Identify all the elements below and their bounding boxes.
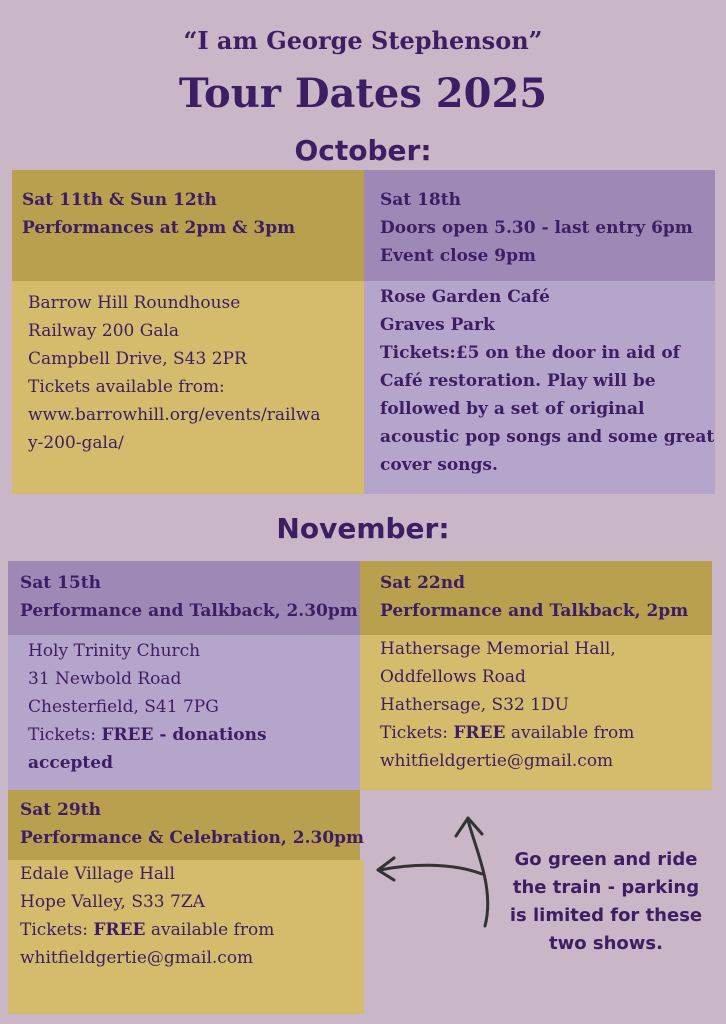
nov-event2-header (360, 561, 712, 635)
note-line-4: two shows. (549, 933, 663, 954)
nov-event2-date: Sat 22nd (380, 573, 465, 593)
nov-event2-road: Oddfellows Road (380, 667, 526, 687)
nov-event1-town: Chesterfield, S41 7PG (28, 697, 219, 717)
poster-title: Tour Dates 2025 (178, 70, 548, 117)
tickets-rest: available from (505, 723, 635, 743)
nov-event1-tickets (28, 721, 340, 749)
oct-event2-doors: Doors open 5.30 - last entry 6pm (380, 218, 693, 238)
nov-event2-venue: Hathersage Memorial Hall, (380, 639, 616, 659)
nov-event3-details (8, 860, 364, 1014)
november-heading: November: (276, 512, 450, 545)
tickets-free: FREE (93, 920, 146, 940)
oct-event2-details (364, 281, 715, 494)
tickets-label: Tickets: (28, 725, 102, 745)
poster-subtitle: “I am George Stephenson” (183, 26, 543, 55)
oct-event1-url-cont[interactable]: y-200-gala/ (28, 433, 124, 453)
nov-event1-time: Performance and Talkback, 2.30pm (20, 601, 358, 621)
oct-event2-desc-4: cover songs. (380, 455, 498, 475)
nov-event1-details (8, 635, 360, 790)
oct-event2-header (364, 170, 715, 281)
note-line-2: the train - parking (512, 877, 700, 898)
tickets-free: FREE (453, 723, 506, 743)
nov-event2-email[interactable]: whitfieldgertie@gmail.com (380, 751, 614, 771)
oct-event2-desc-3: acoustic pop songs and some great (380, 427, 715, 447)
oct-event1-event: Railway 200 Gala (28, 321, 180, 341)
oct-event1-date: Sat 11th & Sun 12th (22, 190, 217, 210)
tickets-label: Tickets: (380, 723, 454, 743)
nov-event3-header (8, 790, 365, 860)
oct-event1-time: Performances at 2pm & 3pm (22, 218, 296, 238)
nov-event1-date: Sat 15th (20, 573, 101, 593)
oct-event1-header (12, 170, 364, 281)
tickets-value: FREE - donations (101, 725, 267, 745)
travel-note (500, 846, 712, 958)
note-line-1: Go green and ride (514, 849, 698, 870)
oct-event2-tickets: Tickets:£5 on the door in aid of (380, 343, 680, 363)
nov-event2-tickets (380, 719, 692, 747)
oct-event2-venue: Rose Garden Café (380, 287, 550, 307)
nov-event3-email[interactable]: whitfieldgertie@gmail.com (20, 948, 254, 968)
nov-event3-tickets (20, 916, 352, 944)
nov-event3-time: Performance & Celebration, 2.30pm (20, 828, 365, 848)
tickets-rest: available from (145, 920, 275, 940)
oct-event2-date: Sat 18th (380, 190, 461, 210)
nov-event1-tickets-cont: accepted (28, 753, 113, 773)
oct-event1-address: Campbell Drive, S43 2PR (28, 349, 247, 369)
oct-event1-tickets: Tickets available from: (28, 377, 225, 397)
nov-event3-venue: Edale Village Hall (20, 864, 175, 884)
curved-arrow-icon (370, 808, 500, 938)
nov-event3-date: Sat 29th (20, 800, 101, 820)
oct-event1-url[interactable]: www.barrowhill.org/events/railwa (28, 405, 321, 425)
nov-event1-address: 31 Newbold Road (28, 669, 182, 689)
nov-event2-details (360, 635, 712, 790)
oct-event2-park: Graves Park (380, 315, 495, 335)
oct-event1-details (12, 281, 364, 494)
nov-event3-town: Hope Valley, S33 7ZA (20, 892, 205, 912)
nov-event2-time: Performance and Talkback, 2pm (380, 601, 689, 621)
oct-event2-desc-2: followed by a set of original (380, 399, 645, 419)
tickets-label: Tickets: (20, 920, 94, 940)
oct-event1-venue: Barrow Hill Roundhouse (28, 293, 241, 313)
note-line-3: is limited for these (509, 905, 703, 926)
oct-event2-close: Event close 9pm (380, 246, 536, 266)
oct-event2-desc-1: Café restoration. Play will be (380, 371, 656, 391)
nov-event1-header (8, 561, 360, 635)
nov-event1-venue: Holy Trinity Church (28, 641, 201, 661)
october-heading: October: (294, 134, 432, 167)
nov-event2-town: Hathersage, S32 1DU (380, 695, 569, 715)
